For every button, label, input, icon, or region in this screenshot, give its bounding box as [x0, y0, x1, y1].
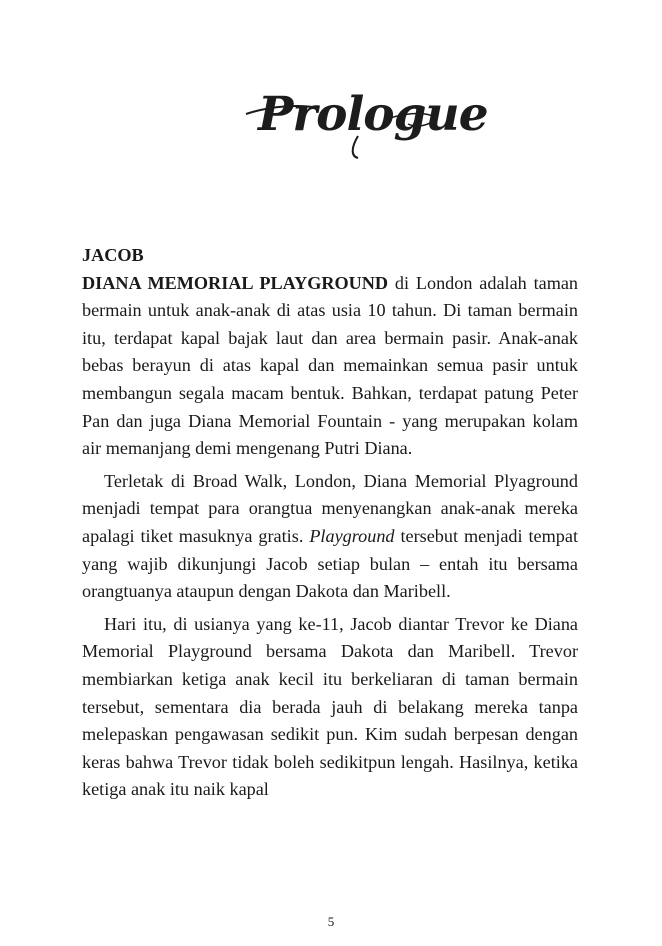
paragraph-1	[82, 270, 578, 463]
paragraph-2-italic-term: Playground	[309, 525, 395, 546]
chapter-body	[82, 242, 578, 804]
chapter-title-script	[240, 82, 488, 162]
paragraph-2-text-a: Terletak di Broad Walk, London, Diana Memorial Plyaground menjadi tempat para orangtua menyenangkan anak-anak mereka apalagi tiket masuknya gratis.	[82, 470, 578, 546]
paragraph-2	[82, 468, 578, 606]
paragraph-2-text-b: tersebut menjadi tempat yang wajib dikunjungi Jacob setiap bulan – entah itu bersama orangtuanya ataupun dengan Dakota dan Maribell.	[82, 525, 578, 602]
paragraph-3: Hari itu, di usianya yang ke-11, Jacob diantar Trevor ke Diana Memorial Playground bersama Dakota dan Maribell. Trevor membiarkan ketiga anak kecil itu berkeliaran di taman bermain tersebut, sementara dia berada jauh di belakang mereka tanpa melepaskan pengawasan sedikit pun. Kim sudah berpesan dengan keras bahwa Trevor tidak boleh sedikitpun lengah. Hasilnya, ketika ketiga anak itu naik kapal	[82, 613, 578, 800]
page-number: 5	[327, 914, 335, 929]
chapter-title-text: Prologue	[258, 87, 488, 142]
chapter-title	[240, 82, 488, 162]
paragraph-1-bold-lead: DIANA MEMORIAL PLAYGROUND	[82, 272, 389, 293]
paragraph-1-text: di London adalah taman bermain untuk anak-anak di atas usia 10 tahun. Di taman bermain itu, terdapat kapal bajak laut dan area bermain pasir. Anak-anak bebas berayun di atas kapal dan memainkan semua pasir untuk membangun segala macam bentuk. Bahkan, terdapat patung Peter Pan dan juga Diana Memorial Fountain - yang merupakan kolam air memanjang demi mengenang Putri Diana.	[82, 272, 579, 459]
section-heading: JACOB	[82, 245, 144, 265]
